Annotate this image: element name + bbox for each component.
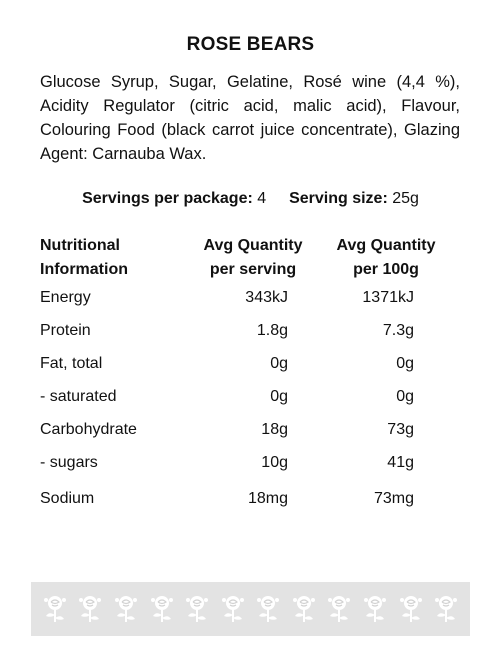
rose-icon bbox=[324, 592, 354, 626]
ingredients-text: Glucose Syrup, Sugar, Gelatine, Rosé wine (4,4 %), Acidity Regulator (citric acid, malic acid), Flavour, Colouring Food (black carrot juice concentrate), Glazing Agent: Carnauba Wax. bbox=[40, 73, 460, 163]
rose-icon bbox=[431, 592, 461, 626]
serving-size-value: 25g bbox=[392, 190, 419, 207]
row-name: Energy bbox=[40, 289, 91, 306]
header-nutritional-information bbox=[40, 234, 128, 282]
row-per-serving: 0g bbox=[270, 355, 288, 372]
rose-icon bbox=[40, 592, 70, 626]
row-name: Carbohydrate bbox=[40, 421, 137, 438]
row-per-100g: 73g bbox=[387, 421, 414, 438]
table-row-energy bbox=[0, 286, 501, 310]
servings-per-package-value: 4 bbox=[257, 190, 267, 207]
servings-line bbox=[0, 190, 501, 208]
header-per-100g bbox=[326, 234, 446, 282]
rose-icon bbox=[360, 592, 390, 626]
row-per-100g: 41g bbox=[387, 454, 414, 471]
header-per-100g-line1: Avg Quantity bbox=[336, 237, 436, 254]
header-per-serving-line2: per serving bbox=[209, 261, 297, 278]
row-per-serving: 10g bbox=[261, 454, 288, 471]
header-nutritional-line2: Information bbox=[40, 261, 128, 278]
row-per-serving: 343kJ bbox=[245, 289, 288, 306]
header-per-serving bbox=[190, 234, 316, 282]
rose-icon bbox=[218, 592, 248, 626]
row-per-serving: 18g bbox=[261, 421, 288, 438]
row-per-100g: 1371kJ bbox=[362, 289, 414, 306]
header-per-serving-line1: Avg Quantity bbox=[203, 237, 303, 254]
table-row-sugars bbox=[0, 451, 501, 475]
table-row-protein bbox=[0, 319, 501, 343]
row-name: Fat, total bbox=[40, 355, 103, 372]
row-per-serving: 1.8g bbox=[256, 322, 288, 339]
table-row-saturated bbox=[0, 385, 501, 409]
serving-size-label: Serving size: bbox=[289, 190, 388, 207]
rose-icon bbox=[182, 592, 212, 626]
row-per-serving: 0g bbox=[270, 388, 288, 405]
row-per-serving: 18mg bbox=[247, 490, 288, 507]
table-row-carbohydrate bbox=[0, 418, 501, 442]
product-title: ROSE BEARS bbox=[186, 34, 315, 55]
row-name: - sugars bbox=[40, 454, 98, 471]
row-name: - saturated bbox=[40, 388, 117, 405]
rose-icon bbox=[111, 592, 141, 626]
row-name: Sodium bbox=[40, 490, 95, 507]
rose-icon bbox=[75, 592, 105, 626]
row-name: Protein bbox=[40, 322, 91, 339]
rose-icon bbox=[253, 592, 283, 626]
rose-icon bbox=[289, 592, 319, 626]
row-per-100g: 0g bbox=[396, 355, 414, 372]
row-per-100g: 0g bbox=[396, 388, 414, 405]
rose-border-band bbox=[31, 582, 470, 636]
table-row-sodium bbox=[0, 487, 501, 511]
table-row-fat-total bbox=[0, 352, 501, 376]
rose-icon bbox=[396, 592, 426, 626]
rose-icon bbox=[147, 592, 177, 626]
header-per-100g-line2: per 100g bbox=[353, 261, 419, 278]
row-per-100g: 73mg bbox=[373, 490, 414, 507]
header-nutritional-line1: Nutritional bbox=[40, 237, 120, 254]
row-per-100g: 7.3g bbox=[382, 322, 414, 339]
servings-per-package-label: Servings per package: bbox=[82, 190, 253, 207]
